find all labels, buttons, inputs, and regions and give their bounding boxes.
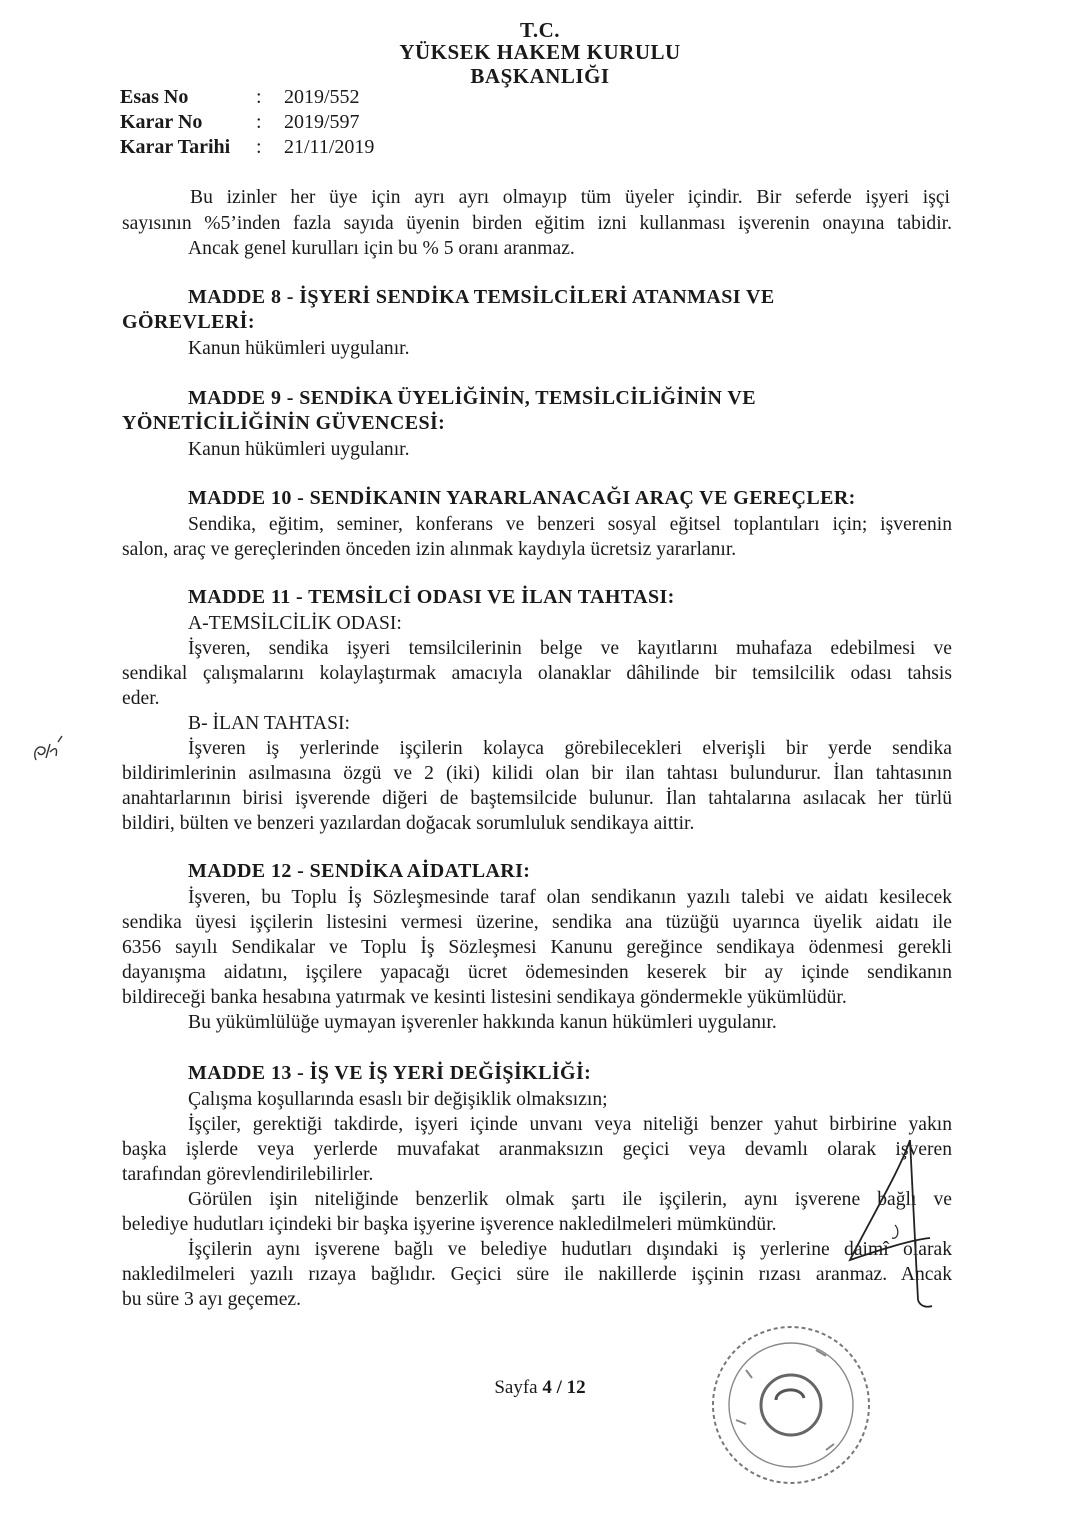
meta-karar-no — [120, 111, 360, 134]
article-9-body: Kanun hükümleri uygulanır. — [188, 439, 410, 460]
article-9-heading-cont: YÖNETİCİLİĞİNİN GÜVENCESİ: — [122, 412, 446, 434]
article-11-b-line-4: bildiri, bülten ve benzeri yazılardan doğacak sorumluluk sendikaya aittir. — [122, 813, 695, 834]
article-10-line-2: salon, araç ve gereçlerinden önceden izin alınmak kaydıyla ücretsiz yararlanır. — [122, 539, 737, 560]
article-12-line-6: Bu yükümlülüğe uymayan işverenler hakkında kanun hükümleri uygulanır. — [188, 1012, 777, 1033]
article-8-body: Kanun hükümleri uygulanır. — [188, 338, 410, 359]
article-11-a-line-3: eder. — [122, 688, 160, 709]
article-13-line-3: başka işlerde veya yerlerde muvafakat aranmaksızın geçici veya devamlı olarak işveren — [122, 1139, 952, 1160]
article-11-a-line-2: sendikal çalışmalarını kolaylaştırmak amacıyla olanaklar dâhilinde bir temsilcilik odası tahsis — [122, 663, 952, 684]
article-9-heading: MADDE 9 - SENDİKA ÜYELİĞİNİN, TEMSİLCİLİĞİNİN VE — [188, 387, 757, 409]
meta-value: 2019/552 — [284, 86, 360, 108]
article-12-line-1: İşveren, bu Toplu İş Sözleşmesinde taraf olan sendikanın yazılı talebi ve aidatı kesilecek — [188, 887, 952, 908]
article-11-heading: MADDE 11 - TEMSİLCİ ODASI VE İLAN TAHTASI: — [188, 586, 675, 608]
article-8-heading-cont: GÖREVLERİ: — [122, 311, 255, 333]
page-current: 4 — [542, 1377, 552, 1398]
meta-separator: : — [256, 111, 262, 133]
intro-line-2: sayısının %5’inden fazla sayıda üyenin birden eğitim izni kullanması işverenin onayına tabidir. — [122, 213, 952, 234]
article-8-heading: MADDE 8 - İŞYERİ SENDİKA TEMSİLCİLERİ ATANMASI VE — [188, 286, 775, 308]
article-11-b-line-3: anahtarlarının birisi işverende diğeri de baştemsilcide bulunur. İlan tahtalarına asılacak her türlü — [122, 788, 952, 809]
meta-esas-no — [120, 86, 360, 109]
article-13-line-8: nakledilmeleri yazılı rızaya bağlıdır. Geçici süre ile nakillerde işçinin rızası aranmaz. Ancak — [122, 1264, 952, 1285]
article-11-b-line-2: bildirimlerinin asılmasına özgü ve 2 (iki) kilidi olan bir ilan tahtası bulundurur. İlan tahtasının — [122, 763, 952, 784]
intro-line-3: Ancak genel kurulları için bu % 5 oranı aranmaz. — [188, 238, 575, 259]
article-12-line-3: 6356 sayılı Sendikalar ve Toplu İş Sözleşmesi Kanunu gereğince sendikaya ödenmesi gerekli — [122, 937, 952, 958]
meta-value: 2019/597 — [284, 111, 360, 133]
meta-separator: : — [256, 136, 262, 158]
article-12-line-2: sendika üyesi işçilerin listesini vermesi üzerine, sendika ana tüzüğü uyarınca üyelik aidatı ile — [122, 912, 952, 933]
meta-separator: : — [256, 86, 262, 108]
header-tc: T.C. — [519, 18, 561, 42]
article-13-line-6: belediye hudutları içindeki bir başka işyerine işverence nakledilmeleri mümkündür. — [122, 1214, 777, 1235]
meta-value: 21/11/2019 — [284, 136, 375, 158]
page-number — [0, 1377, 1080, 1399]
meta-label: Karar No — [120, 111, 203, 133]
page-separator: / — [556, 1377, 562, 1398]
article-12-line-5: bildireceği banka hesabına yatırmak ve kesinti listesini sendikaya göndermekle yükümlüdür. — [122, 987, 847, 1008]
article-11-b-line-1: İşveren iş yerlerinde işçilerin kolayca görebilecekleri elverişli bir yerde sendika — [188, 738, 952, 759]
header-institution: YÜKSEK HAKEM KURULU — [399, 40, 681, 64]
margin-initials-signature — [28, 722, 68, 772]
article-10-line-1: Sendika, eğitim, seminer, konferans ve benzeri sosyal eğitsel toplantıları için; işverenin — [188, 514, 952, 535]
meta-karar-tarihi — [120, 136, 374, 159]
article-11-a-line-1: İşveren, sendika işyeri temsilcilerinin belge ve kayıtlarını muhafaza edebilmesi ve — [188, 638, 952, 659]
article-12-line-4: dayanışma aidatını, işçilere yapacağı ücret ödemesinden keserek bir ay içinde sendikanın — [122, 962, 952, 983]
article-12-heading: MADDE 12 - SENDİKA AİDATLARI: — [188, 860, 531, 882]
article-13-line-1: Çalışma koşullarında esaslı bir değişiklik olmaksızın; — [188, 1089, 608, 1110]
page-total: 12 — [566, 1377, 586, 1398]
intro-line-1: Bu izinler her üye için ayrı ayrı olmayıp tüm üyeler içindir. Bir seferde işyeri işçi — [190, 187, 950, 208]
article-13-line-5: Görülen işin niteliğinde benzerlik olmak şartı ile işçilerin, aynı işverene bağlı ve — [188, 1189, 952, 1210]
article-13-line-4: tarafından görevlendirilebilirler. — [122, 1164, 374, 1185]
official-seal-stamp — [706, 1320, 876, 1490]
article-11-section-a-title: A-TEMSİLCİLİK ODASI: — [188, 613, 402, 634]
handwritten-signature — [840, 1130, 960, 1320]
article-13-heading: MADDE 13 - İŞ VE İŞ YERİ DEĞİŞİKLİĞİ: — [188, 1062, 592, 1084]
header-presidency: BAŞKANLIĞI — [470, 64, 610, 88]
meta-label: Esas No — [120, 86, 189, 108]
article-13-line-7: İşçilerin aynı işverene bağlı ve belediye hudutları dışındaki iş yerlerine daimî olarak — [188, 1239, 952, 1260]
article-13-line-2: İşçiler, gerektiği takdirde, işyeri içinde unvanı veya niteliği benzer yahut birbirine yakın — [188, 1114, 952, 1135]
article-13-line-9: bu süre 3 ayı geçemez. — [122, 1289, 301, 1310]
meta-label: Karar Tarihi — [120, 136, 231, 158]
article-11-section-b-title: B- İLAN TAHTASI: — [188, 713, 350, 734]
page-prefix: Sayfa — [494, 1377, 538, 1398]
article-10-heading: MADDE 10 - SENDİKANIN YARARLANACAĞI ARAÇ VE GEREÇLER: — [188, 487, 856, 509]
